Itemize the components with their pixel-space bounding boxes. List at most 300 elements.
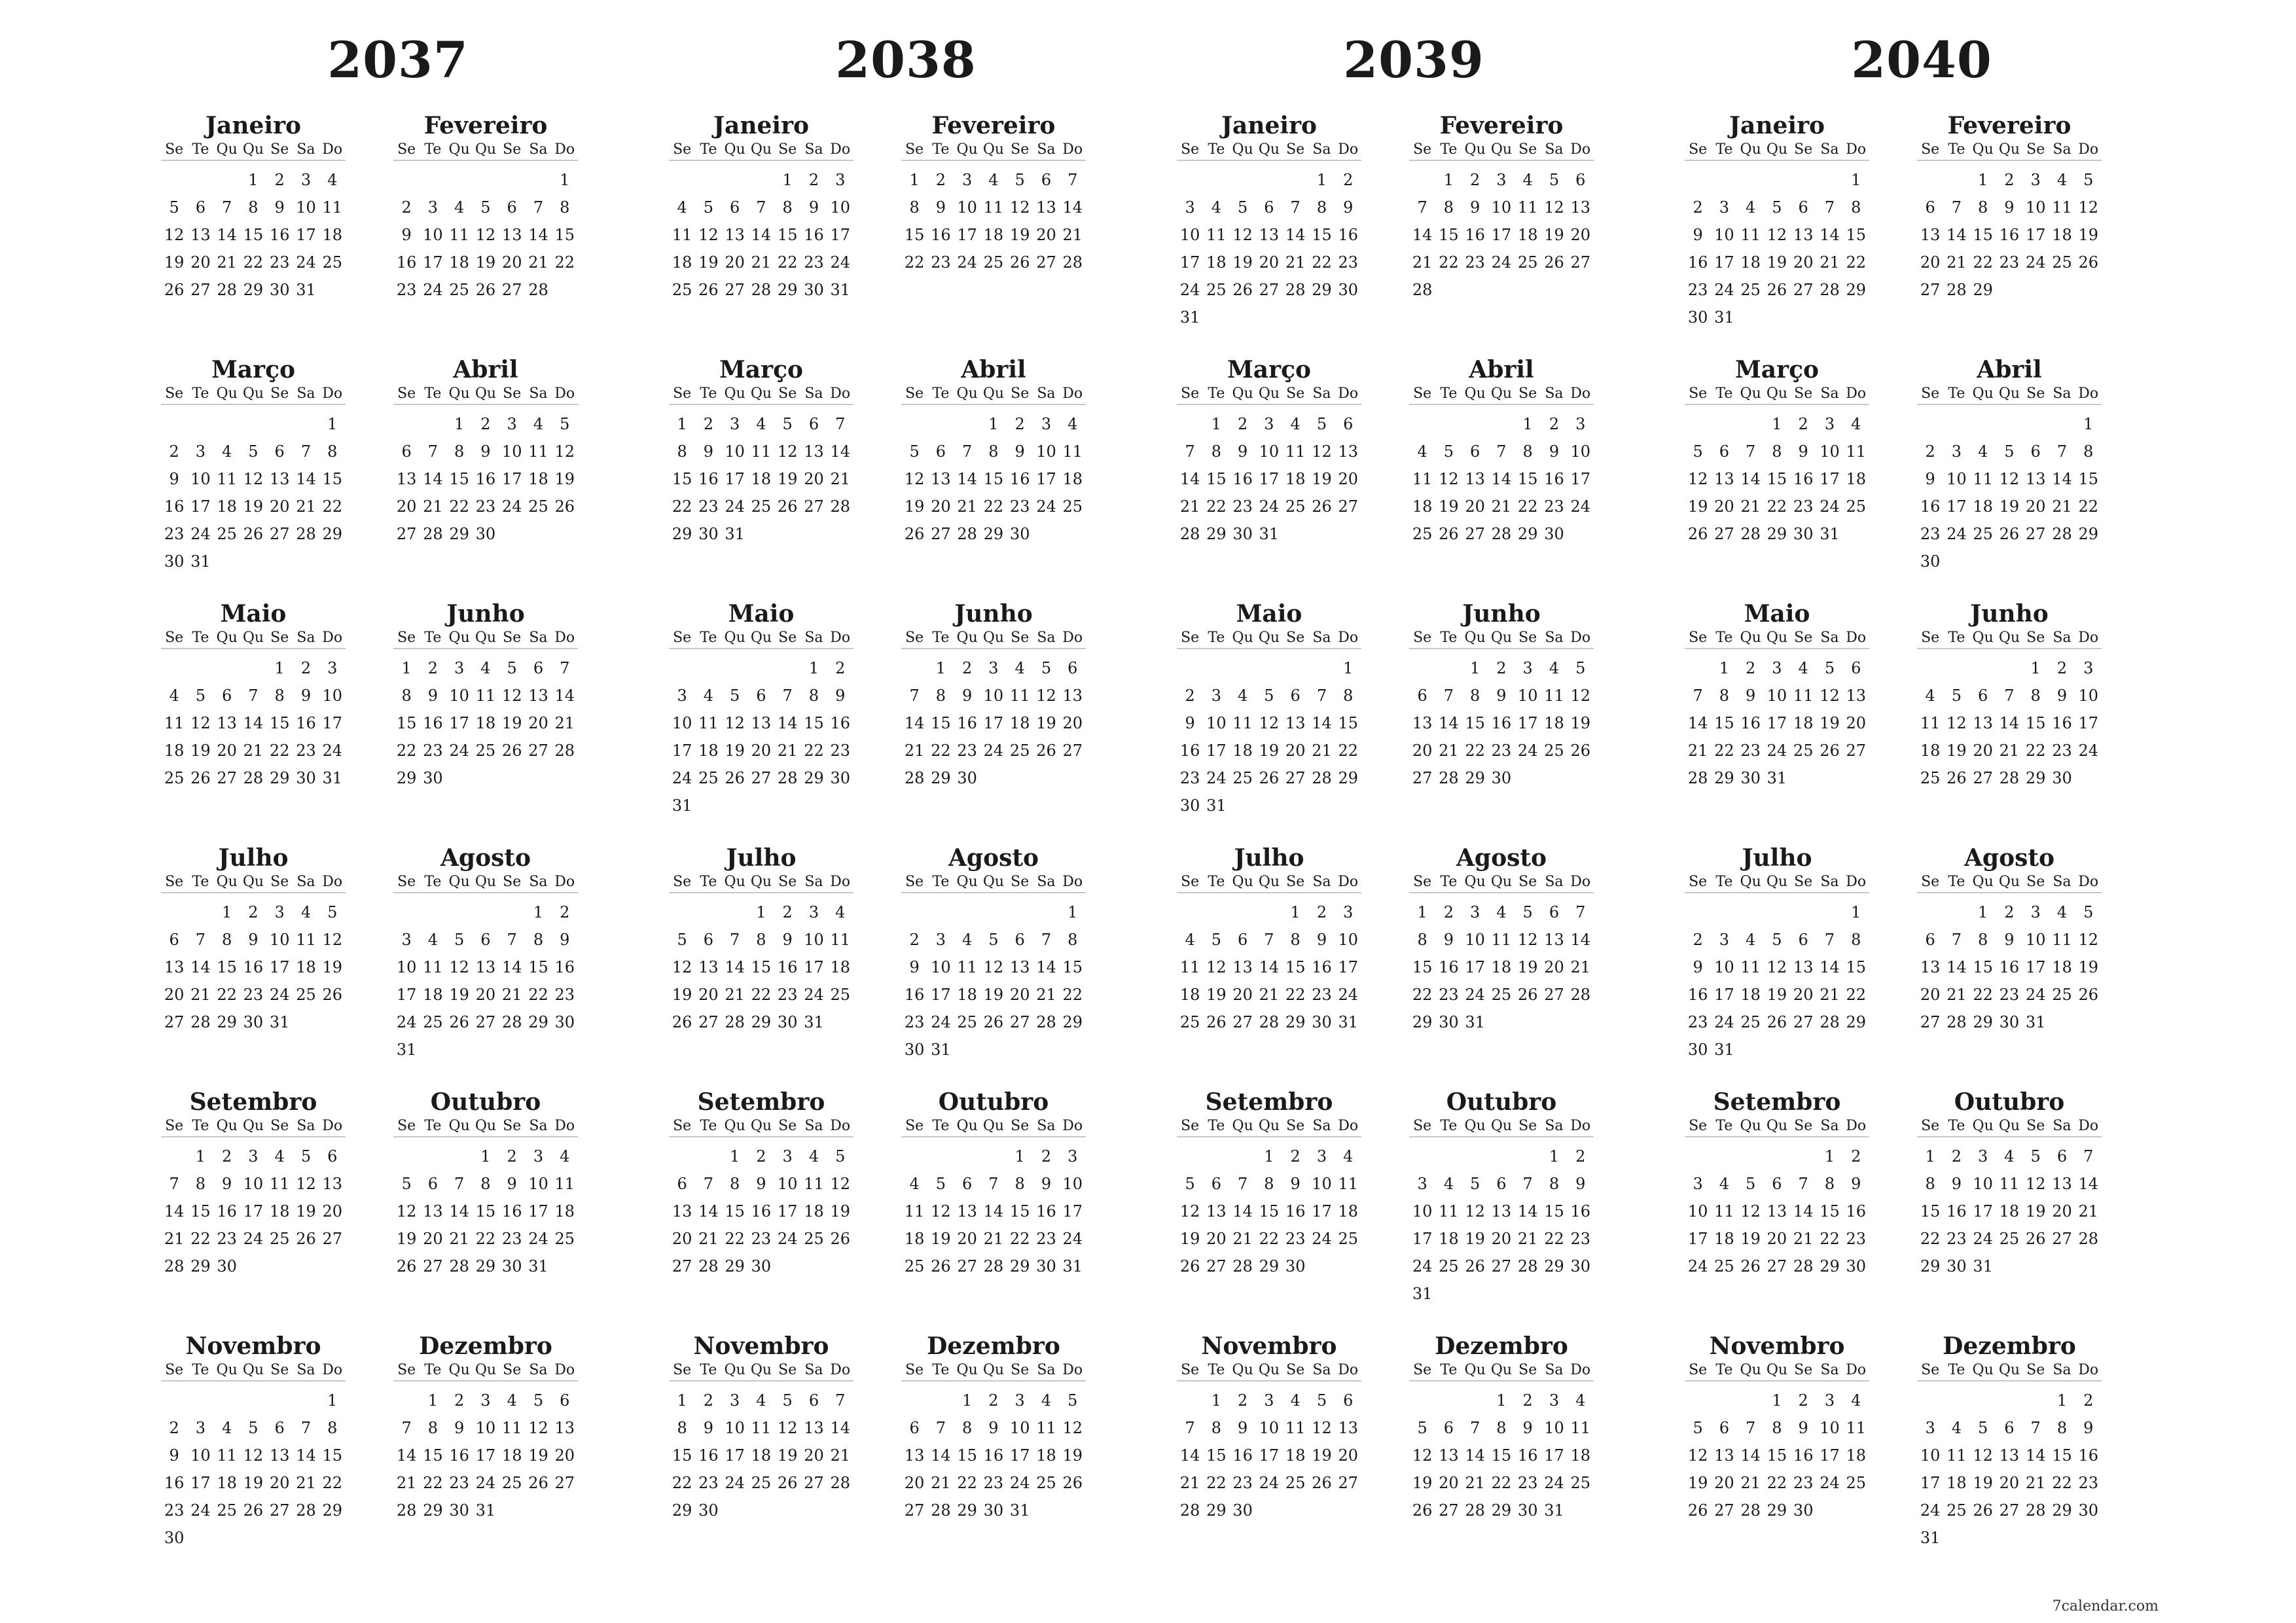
- day-cell: 17: [1820, 470, 1840, 488]
- weekday-label: Qu: [448, 874, 470, 890]
- day-cell: 14: [243, 714, 264, 732]
- month-2038-9: [669, 1088, 853, 1280]
- weekday-label: Se: [1413, 385, 1432, 402]
- day-cell: 12: [322, 931, 342, 949]
- weekday-label: Sa: [1037, 141, 1056, 158]
- day-cell: 27: [1570, 253, 1590, 272]
- day-cell: [901, 410, 927, 438]
- week-row: [1177, 221, 1361, 249]
- weekday-label: Se: [1518, 874, 1537, 890]
- day-cell: 3: [1925, 1419, 1935, 1437]
- day-cell: 7: [195, 931, 206, 949]
- day-cell: 1: [677, 415, 687, 433]
- weekday-label: Qu: [1740, 141, 1761, 158]
- day-cell: 12: [1036, 687, 1056, 705]
- weekday-header: [1917, 628, 2102, 649]
- day-cell: [266, 548, 293, 575]
- day-cell: 22: [1439, 253, 1459, 272]
- day-cell: 30: [1009, 525, 1030, 543]
- day-cell: 25: [554, 1230, 575, 1248]
- day-cell: [669, 166, 695, 194]
- day-cell: 28: [1740, 1501, 1761, 1520]
- day-cell: 29: [423, 1501, 443, 1520]
- day-cell: 10: [725, 1419, 745, 1437]
- day-cell: 10: [1412, 1202, 1433, 1221]
- day-cell: 20: [1999, 1474, 2020, 1492]
- day-cell: 14: [164, 1202, 185, 1221]
- day-cell: 3: [1522, 659, 1533, 677]
- weekday-label: Se: [1518, 630, 1537, 646]
- day-cell: 10: [322, 687, 342, 705]
- day-cell: 2: [1290, 1147, 1300, 1166]
- day-cell: 28: [725, 1013, 745, 1031]
- weekday-label: Qu: [1258, 874, 1280, 890]
- day-cell: 6: [1343, 1391, 1354, 1410]
- day-cell: 12: [1009, 198, 1030, 217]
- day-cell: 29: [1544, 1257, 1564, 1275]
- day-cell: 30: [1338, 281, 1358, 299]
- day-cell: 4: [300, 903, 312, 921]
- day-cell: [2049, 548, 2075, 575]
- day-cell: 11: [1338, 1175, 1358, 1193]
- day-cell: 24: [1973, 1230, 1993, 1248]
- weekday-header: [901, 384, 1086, 405]
- day-cell: 12: [1439, 470, 1459, 488]
- day-cell: 15: [1767, 470, 1787, 488]
- day-cell: 24: [830, 253, 850, 272]
- day-cell: 10: [1820, 442, 1840, 461]
- day-cell: 6: [1211, 1175, 1222, 1193]
- day-cell: 4: [1496, 903, 1507, 921]
- day-cell: 12: [475, 226, 496, 244]
- weekday-label: Te: [1208, 1118, 1225, 1134]
- weekday-label: Se: [1181, 1362, 1200, 1378]
- day-cell: 7: [300, 442, 312, 461]
- weekday-label: Qu: [1972, 1118, 1994, 1134]
- week-row: [1409, 764, 1594, 792]
- week-row: [161, 520, 346, 548]
- month-2039-1: [1177, 111, 1361, 331]
- day-cell: [1711, 1387, 1737, 1414]
- day-cell: 7: [935, 1419, 946, 1437]
- month-name: Agosto: [440, 844, 531, 872]
- day-cell: 8: [2030, 687, 2041, 705]
- day-cell: 11: [1062, 442, 1083, 461]
- day-cell: 16: [164, 1474, 185, 1492]
- weekday-label: Sa: [1545, 1362, 1564, 1378]
- day-cell: 6: [2056, 1147, 2068, 1166]
- day-cell: [1435, 1143, 1462, 1170]
- day-cell: 23: [1232, 497, 1253, 516]
- day-cell: [393, 410, 420, 438]
- day-cell: [748, 1497, 774, 1524]
- day-cell: 19: [449, 986, 469, 1004]
- weekday-label: Qu: [475, 874, 497, 890]
- day-cell: [552, 764, 578, 792]
- day-cell: 1: [1264, 1147, 1274, 1166]
- day-cell: 30: [1036, 1257, 1056, 1275]
- day-cell: 27: [751, 769, 772, 787]
- day-cell: 3: [533, 1147, 544, 1166]
- day-cell: 19: [1036, 714, 1056, 732]
- day-cell: [774, 1253, 800, 1280]
- day-cell: [240, 1253, 266, 1280]
- day-cell: 13: [1793, 958, 1814, 976]
- day-cell: 6: [935, 442, 946, 461]
- weekday-header: [393, 1361, 578, 1382]
- weekday-label: Do: [1062, 630, 1083, 646]
- month-2040-6: [1917, 599, 2102, 792]
- day-cell: 15: [1973, 958, 1993, 976]
- day-cell: 10: [1714, 226, 1734, 244]
- weekday-label: Do: [1570, 1118, 1591, 1134]
- day-cell: 2: [222, 1147, 232, 1166]
- day-cell: 6: [427, 1175, 439, 1193]
- month-days: [1917, 161, 2102, 304]
- month-name: Janeiro: [205, 112, 302, 139]
- day-cell: 17: [1412, 1230, 1433, 1248]
- day-cell: 15: [672, 1446, 692, 1465]
- weekday-header: [161, 1116, 346, 1137]
- day-cell: 11: [957, 958, 977, 976]
- day-cell: [552, 1497, 578, 1524]
- month-name: Maio: [728, 600, 795, 628]
- month-days: [669, 893, 853, 1036]
- day-cell: 20: [1439, 1474, 1459, 1492]
- day-cell: 25: [1206, 281, 1227, 299]
- day-cell: 30: [296, 769, 316, 787]
- day-cell: 26: [1206, 1013, 1227, 1031]
- day-cell: 23: [1793, 497, 1814, 516]
- week-row: [669, 981, 853, 1008]
- day-cell: [669, 899, 695, 926]
- day-cell: 28: [554, 741, 575, 760]
- day-cell: 31: [1206, 796, 1227, 815]
- day-cell: [552, 520, 578, 548]
- weekday-label: Qu: [448, 1118, 470, 1134]
- day-cell: 26: [931, 1257, 951, 1275]
- week-row: [1177, 792, 1361, 819]
- day-cell: 17: [1259, 470, 1280, 488]
- day-cell: 3: [427, 198, 439, 217]
- day-cell: 26: [1767, 1013, 1787, 1031]
- week-row: [901, 1170, 1086, 1198]
- weekday-label: Se: [778, 1362, 797, 1378]
- week-row: [393, 410, 578, 438]
- weekday-header: [1917, 872, 2102, 893]
- day-cell: 14: [1285, 226, 1306, 244]
- day-cell: 30: [1544, 525, 1564, 543]
- day-cell: 18: [1946, 1474, 1967, 1492]
- weekday-label: Qu: [1972, 141, 1994, 158]
- week-row: [1917, 438, 2102, 465]
- day-cell: 27: [1232, 1013, 1253, 1031]
- day-cell: 22: [751, 986, 772, 1004]
- day-cell: [525, 166, 551, 194]
- day-cell: 19: [777, 470, 798, 488]
- day-cell: 7: [507, 931, 517, 949]
- day-cell: 22: [2025, 741, 2046, 760]
- week-row: [161, 1414, 346, 1442]
- week-row: [1917, 954, 2102, 981]
- day-cell: 7: [1522, 1175, 1533, 1193]
- day-cell: 10: [1517, 687, 1538, 705]
- day-cell: 1: [1978, 171, 1988, 189]
- day-cell: [1177, 166, 1203, 194]
- day-cell: [774, 792, 800, 819]
- day-cell: 25: [2052, 253, 2072, 272]
- weekday-label: Do: [1846, 630, 1867, 646]
- week-row: [393, 654, 578, 682]
- day-cell: [473, 764, 499, 792]
- week-row: [161, 194, 346, 221]
- day-cell: 2: [1496, 659, 1507, 677]
- day-cell: [1970, 1387, 1996, 1414]
- day-cell: [420, 410, 446, 438]
- day-cell: 30: [830, 769, 850, 787]
- day-cell: [1764, 166, 1790, 194]
- month-name: Dezembro: [927, 1332, 1060, 1360]
- weekday-label: Sa: [296, 1362, 315, 1378]
- day-cell: 5: [935, 1175, 946, 1193]
- day-cell: 3: [1719, 198, 1730, 217]
- day-cell: 5: [1185, 1175, 1195, 1193]
- day-cell: 27: [1846, 741, 1866, 760]
- day-cell: 23: [1946, 1230, 1967, 1248]
- day-cell: 1: [1417, 903, 1427, 921]
- day-cell: 19: [1206, 986, 1227, 1004]
- month-days: [393, 1382, 578, 1524]
- day-cell: 25: [957, 1013, 977, 1031]
- day-cell: [1917, 410, 1943, 438]
- day-cell: [927, 410, 954, 438]
- day-cell: [980, 1143, 1007, 1170]
- weekday-header: [1409, 1361, 1594, 1382]
- weekday-label: Sa: [1312, 1362, 1331, 1378]
- day-cell: 1: [1522, 415, 1533, 433]
- day-cell: 4: [560, 1147, 570, 1166]
- day-cell: 6: [560, 1391, 570, 1410]
- week-row: [1177, 954, 1361, 981]
- day-cell: [2022, 276, 2049, 304]
- day-cell: 21: [1820, 253, 1840, 272]
- day-cell: 9: [1798, 442, 1808, 461]
- weekday-label: Se: [503, 1118, 522, 1134]
- day-cell: 5: [1316, 1391, 1327, 1410]
- day-cell: 21: [1259, 986, 1280, 1004]
- day-cell: 15: [751, 958, 772, 976]
- day-cell: 8: [756, 931, 766, 949]
- day-cell: 15: [322, 470, 342, 488]
- day-cell: 31: [1920, 1529, 1941, 1547]
- week-row: [901, 1387, 1086, 1414]
- day-cell: 11: [1740, 958, 1761, 976]
- day-cell: 3: [1417, 1175, 1427, 1193]
- day-cell: 19: [1312, 470, 1332, 488]
- week-row: [1685, 1225, 1869, 1253]
- day-cell: 23: [1687, 281, 1708, 299]
- day-cell: 24: [2025, 253, 2046, 272]
- day-cell: 12: [983, 958, 1004, 976]
- weekday-label: Qu: [216, 630, 238, 646]
- day-cell: 20: [1465, 497, 1485, 516]
- day-cell: 2: [1316, 903, 1327, 921]
- day-cell: 4: [835, 903, 846, 921]
- day-cell: [1816, 899, 1842, 926]
- day-cell: 3: [1772, 659, 1782, 677]
- weekday-label: Qu: [982, 874, 1005, 890]
- week-row: [1917, 1497, 2102, 1524]
- day-cell: 1: [1211, 415, 1222, 433]
- day-cell: 28: [1439, 769, 1459, 787]
- day-cell: 30: [243, 1013, 264, 1031]
- day-cell: 28: [1312, 769, 1332, 787]
- week-row: [1409, 276, 1594, 304]
- day-cell: 28: [1946, 1013, 1967, 1031]
- day-cell: [2022, 1524, 2049, 1552]
- weekday-label: Qu: [242, 874, 264, 890]
- week-row: [1685, 276, 1869, 304]
- day-cell: 27: [322, 1230, 342, 1248]
- day-cell: 28: [777, 769, 798, 787]
- day-cell: 16: [1920, 497, 1941, 516]
- day-cell: 16: [698, 1446, 719, 1465]
- weekday-label: Se: [1921, 874, 1940, 890]
- day-cell: 9: [1693, 958, 1703, 976]
- day-cell: 30: [1946, 1257, 1967, 1275]
- day-cell: 17: [296, 226, 316, 244]
- day-cell: 29: [672, 525, 692, 543]
- weekday-header: [1177, 140, 1361, 161]
- day-cell: 3: [1951, 442, 1962, 461]
- day-cell: 16: [1846, 1202, 1866, 1221]
- day-cell: [1996, 654, 2022, 682]
- month-days: [1685, 893, 1869, 1063]
- day-cell: 5: [1978, 1419, 1988, 1437]
- weekday-label: Qu: [982, 630, 1005, 646]
- day-cell: 12: [501, 687, 522, 705]
- month-2037-8: [393, 844, 578, 1063]
- weekday-header: [161, 1361, 346, 1382]
- day-cell: 24: [1946, 525, 1967, 543]
- day-cell: 5: [2083, 171, 2094, 189]
- day-cell: 25: [698, 769, 719, 787]
- day-cell: [446, 166, 473, 194]
- day-cell: [1435, 276, 1462, 304]
- day-cell: 9: [1290, 1175, 1300, 1193]
- day-cell: 23: [698, 497, 719, 516]
- day-cell: 30: [1312, 1013, 1332, 1031]
- day-cell: 8: [1264, 1175, 1274, 1193]
- day-cell: 14: [528, 226, 548, 244]
- day-cell: 21: [501, 986, 522, 1004]
- day-cell: 26: [164, 281, 185, 299]
- day-cell: 21: [725, 986, 745, 1004]
- week-row: [393, 520, 578, 548]
- day-cell: 14: [1412, 226, 1433, 244]
- weekday-label: Sa: [1037, 874, 1056, 890]
- day-cell: 21: [1439, 741, 1459, 760]
- week-row: [669, 276, 853, 304]
- day-cell: 16: [554, 958, 575, 976]
- week-row: [1917, 1198, 2102, 1225]
- day-cell: 7: [169, 1175, 179, 1193]
- day-cell: 30: [2078, 1501, 2098, 1520]
- day-cell: 18: [1793, 714, 1814, 732]
- day-cell: 23: [1687, 1013, 1708, 1031]
- day-cell: 4: [1185, 931, 1195, 949]
- weekday-label: Qu: [1232, 874, 1253, 890]
- weekday-header: [901, 872, 1086, 893]
- day-cell: [1033, 1497, 1059, 1524]
- weekday-label: Se: [673, 385, 692, 402]
- month-name: Março: [719, 356, 804, 383]
- weekday-label: Sa: [1545, 385, 1564, 402]
- day-cell: 11: [1517, 198, 1538, 217]
- day-cell: 5: [909, 442, 920, 461]
- day-cell: 7: [248, 687, 259, 705]
- day-cell: 3: [782, 1147, 793, 1166]
- day-cell: 5: [2004, 442, 2015, 461]
- day-cell: 17: [243, 1202, 264, 1221]
- month-days: [1917, 649, 2102, 792]
- day-cell: 26: [1259, 769, 1280, 787]
- weekday-label: Qu: [1740, 874, 1761, 890]
- week-row: [161, 764, 346, 792]
- day-cell: 18: [751, 1446, 772, 1465]
- day-cell: 2: [1693, 198, 1703, 217]
- day-cell: 10: [1465, 931, 1485, 949]
- weekday-label: Qu: [1258, 385, 1280, 402]
- week-row: [161, 1497, 346, 1524]
- day-cell: 7: [730, 931, 740, 949]
- weekday-label: Do: [1062, 385, 1083, 402]
- day-cell: [1177, 654, 1203, 682]
- day-cell: 25: [1036, 1474, 1056, 1492]
- weekday-header: [1409, 628, 1594, 649]
- month-2039-5: [1177, 599, 1361, 819]
- day-cell: 4: [1851, 415, 1861, 433]
- day-cell: 17: [725, 1446, 745, 1465]
- day-cell: 20: [1714, 1474, 1734, 1492]
- week-row: [1685, 166, 1869, 194]
- day-cell: 7: [1951, 198, 1962, 217]
- weekday-label: Se: [1794, 141, 1813, 158]
- day-cell: 16: [698, 470, 719, 488]
- day-cell: 24: [396, 1013, 417, 1031]
- weekday-label: Se: [2026, 141, 2045, 158]
- week-row: [393, 1008, 578, 1036]
- week-row: [1685, 1387, 1869, 1414]
- day-cell: [1462, 276, 1488, 304]
- day-cell: 16: [164, 497, 185, 516]
- day-cell: 14: [296, 1446, 316, 1465]
- day-cell: 6: [1417, 687, 1427, 705]
- day-cell: 3: [454, 659, 465, 677]
- day-cell: 3: [1185, 198, 1195, 217]
- day-cell: 30: [904, 1041, 925, 1059]
- day-cell: 25: [1439, 1257, 1459, 1275]
- day-cell: 2: [703, 415, 714, 433]
- weekday-label: Sa: [529, 1362, 548, 1378]
- day-cell: 22: [475, 1230, 496, 1248]
- day-cell: 13: [423, 1202, 443, 1221]
- month-name: Julho: [726, 844, 797, 872]
- day-cell: 14: [2052, 470, 2072, 488]
- day-cell: 11: [830, 931, 850, 949]
- day-cell: [499, 166, 525, 194]
- day-cell: 17: [423, 253, 443, 272]
